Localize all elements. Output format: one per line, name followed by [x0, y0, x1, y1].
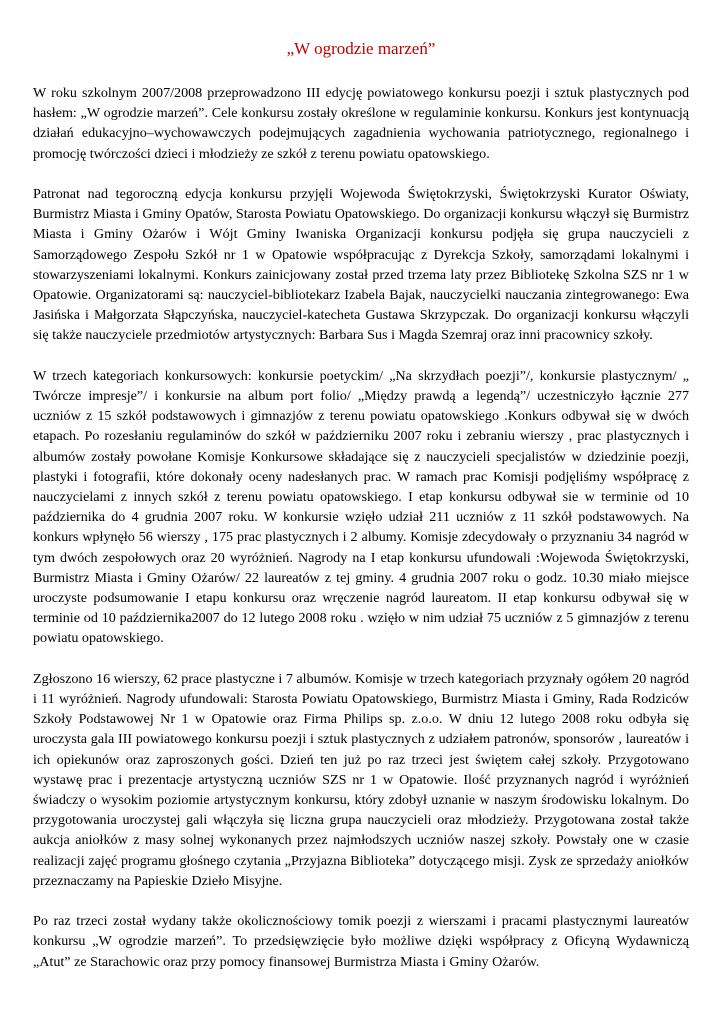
paragraph-categories: W trzech kategoriach konkursowych: konkursie poetyckim/ „Na skrzydłach poezji”/, konkursie plastycznym/ „ Twórcze impresje”/ i konkursie na album port folio/ „Między prawdą a legendą”/ uczestniczyło łącznie 277 uczniów z 15 szkół podstawowych i gimnazjów z terenu powiatu opatowskiego .Konkurs odbywał się w dwóch etapach. Po rozesłaniu regulaminów do szkół w październiku 2007 roku i zebraniu wierszy , prac plastycznych i albumów zostały powołane Komisje Konkursowe składające się z nauczycieli specjalistów w dziedzinie poezji, plastyki i fotografii, które dokonały oceny nadesłanych prac. W ramach prac Komisji podjęliśmy współpracę z nauczycielami z innych szkół z terenu powiatu opatowskiego. I etap konkursu odbywał sie w terminie od 10 października do 4 grudnia 2007 roku. W konkursie wzięło udział 211 uczniów z 11 szkół podstawowych. Na konkurs wpłynęło 56 wierszy , 175 prac plastycznych i 2 albumy. Komisje zdecydowały o przyznaniu 34 nagród w tym dwóch zespołowych oraz 20 wyróżnień. Nagrody na I etap konkursu ufundowali :Wojewoda Świętokrzyski, Burmistrz Miasta i Gminy Ożarów/ 22 laureatów z tej gminy. 4 grudnia 2007 roku o godz. 10.30 miało miejsce uroczyste podsumowanie I etapu konkursu oraz wręczenie nagród laureatom. II etap konkursu odbywał się w terminie od 10 października2007 do 12 lutego 2008 roku . wzięło w nim udział 75 uczniów z 5 gimnazjów z terenu powiatu opatowskiego.: [33, 367, 689, 647]
paragraph-intro: W roku szkolnym 2007/2008 przeprowadzono III edycję powiatowego konkursu poezji i sztuk plastycznych pod hasłem: „W ogrodzie marzeń”. Cele konkursu zostały określone w regulaminie konkursu. Konkurs jest kontynuacją działań edukacyjno–wychowawczych podejmujących zagadnienia wychowania patriotycznego, regionalnego i promocję twórczości dzieci i młodzieży ze szkół z terenu powiatu opatowskiego.: [33, 85, 689, 162]
paragraph-submissions: Zgłoszono 16 wierszy, 62 prace plastyczne i 7 albumów. Komisje w trzech kategoriach przyznały ogółem 20 nagród i 11 wyróżnień. Nagrody ufundowali: Starosta Powiatu Opatowskiego, Burmistrz Miasta i Gminy, Rada Rodziców Szkoły Podstawowej Nr 1 w Opatowie oraz Firma Philips sp. z.o.o. W dniu 12 lutego 2008 roku odbyła się uroczysta gala III powiatowego konkursu poezji i sztuk plastycznych z udziałem patronów, sponsorów , laureatów i ich opiekunów oraz zaproszonych gości. Dzień ten już po raz trzeci jest świętem całej szkoły. Przygotowano wystawę prac i prezentacje artystyczną uczniów SZS nr 1 w Opatowie. Ilość przyznanych nagród i wyróżnień świadczy o wysokim poziomie artystycznym konkursu, który zdobył uznanie w naszym środowisku lokalnym. Do przygotowania uroczystej gali włączyła się liczna grupa nauczycieli oraz młodzieży. Przygotowana został także aukcja aniołków z masy solnej wykonanych przez najmłodszych uczniów naszej szkoły. Powstały one w czasie realizacji zajęć programu głośnego czytania „Przyjazna Biblioteka” dotyczącego misji. Zysk ze sprzedaży aniołków przeznaczamy na Papieskie Dzieło Misyjne.: [33, 670, 689, 889]
paragraph-patronage: Patronat nad tegoroczną edycja konkursu przyjęli Wojewoda Świętokrzyski, Świętokrzyski Kurator Oświaty, Burmistrz Miasta i Gminy Opatów, Starosta Powiatu Opatowskiego. Do organizacji konkursu włączył się Burmistrz Miasta i Gminy Ożarów i Wójt Gminy Iwaniska Organizacji konkursu podjęła się grupa nauczycieli z Samorządowego Zespołu Szkół nr 1 w Opatowie współpracując z Dyrekcja Szkoły, samorządami lokalnymi i stowarzyszeniami lokalnymi. Konkurs zainicjowany został przed trzema laty przez Bibliotekę Szkolna SZS nr 1 w Opatowie. Organizatorami są: nauczyciel-bibliotekarz Izabela Bajak, nauczycielki nauczania zintegrowanego: Ewa Jasińska i Małgorzata Słąpczyńska, nauczyciel-katecheta Gustawa Skrzypczak. Do organizacji konkursu włączyli się także nauczyciele przedmiotów artystycznych: Barbara Sus i Magda Szemraj oraz inni pracownicy szkoły.: [33, 186, 689, 344]
paragraph-publication: Po raz trzeci został wydany także okolicznościowy tomik poezji z wierszami i pracami plastycznymi laureatów konkursu „W ogrodzie marzeń”. To przedsięwzięcie było możliwe dzięki współpracy z Oficyną Wydawniczą „Atut” ze Starachowic oraz przy pomocy finansowej Burmistrza Miasta i Gminy Ożarów.: [33, 913, 689, 970]
document-title: „W ogrodzie marzeń”: [286, 39, 436, 58]
document-page: [33, 38, 689, 992]
